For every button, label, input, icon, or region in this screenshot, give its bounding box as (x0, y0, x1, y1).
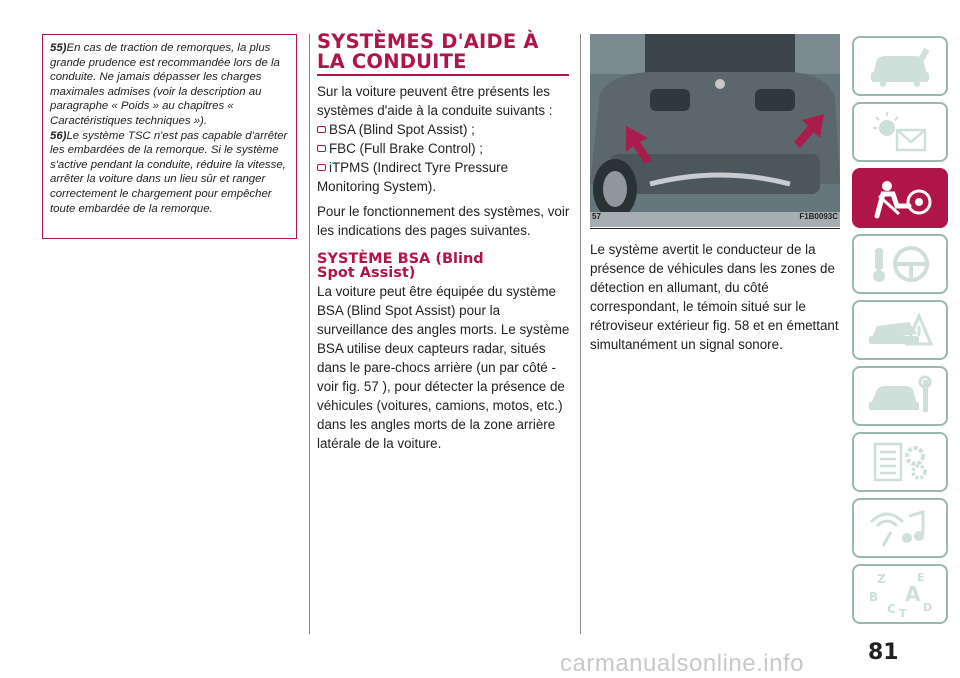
bullet-marker-icon (317, 145, 326, 152)
bullet-marker-icon (317, 164, 326, 171)
key-steering-icon (865, 242, 935, 286)
section-title (317, 32, 572, 72)
subsection-title-line2: Spot Assist) (317, 265, 416, 281)
warning-box (42, 34, 297, 239)
svg-text:Z: Z (877, 572, 886, 586)
warning-56-text: Le système TSC n'est pas capable d'arrêter les embardées de la remorque. Si le système s'active pendant la conduite, réduire la vitesse, arrêter la voiture dans un lieu sûr et ranger correctement le chargement pour empêcher toute embardée de la remorque. (50, 129, 288, 215)
emergency-car-icon (865, 308, 935, 352)
middle-column (317, 32, 572, 453)
svg-text:A: A (905, 582, 921, 606)
tab-emergency[interactable] (852, 300, 948, 360)
tab-multimedia[interactable] (852, 498, 948, 558)
tab-safety[interactable] (852, 168, 948, 228)
svg-text:C: C (887, 602, 896, 616)
right-column (590, 240, 840, 354)
page-number: 81 (868, 640, 899, 665)
tab-starting-driving[interactable] (852, 234, 948, 294)
bullet-text: FBC (Full Brake Control) ; (329, 141, 484, 156)
warning-55-text: En cas de traction de remorques, la plus grande prudence est recommandée lors de la conduite. Ne jamais dépasser les charges maximales admises (voir la description au paragraphe « Poids » au chapitres « Caractéristiques techniques »). (50, 42, 280, 127)
svg-text:T: T (899, 607, 907, 619)
warning-lights-icon (865, 110, 935, 154)
bullet-text: BSA (Blind Spot Assist) ; (329, 122, 475, 137)
car-rear-illustration (590, 34, 840, 227)
figure-caption (590, 210, 840, 226)
technical-data-icon (865, 440, 935, 484)
index-icon (865, 569, 935, 619)
svg-text:E: E (917, 571, 925, 584)
figure-rule (590, 228, 840, 229)
subsection-title-line1: SYSTÈME BSA (Blind (317, 251, 484, 267)
car-maintenance-icon (865, 374, 935, 418)
tab-index[interactable] (852, 564, 948, 624)
figure-code: F1B0093C (799, 212, 838, 221)
tab-technical-data[interactable] (852, 432, 948, 492)
seatbelt-airbag-icon (865, 176, 935, 220)
bsa-description: La voiture peut être équipée du système BSA (Blind Spot Assist) pour la surveillance des angles morts. Le système BSA utilise deux capteurs radar, situés dans le pare-chocs arrière (un par côté - voir fig. 57 ), pour détecter la présence de véhicules (voitures, camions, motos, etc.) dans les angles morts de la zone arrière latérale de la voiture. (317, 284, 570, 451)
warning-55 (50, 41, 290, 129)
bullet-fbc (317, 139, 572, 158)
bullet-bsa (317, 120, 572, 139)
warning-56 (50, 129, 290, 217)
bullet-itpms-continued: Monitoring System). (317, 179, 437, 194)
column-divider-left (309, 34, 310, 634)
warning-56-number: 56) (50, 129, 67, 142)
car-dashboard-icon (865, 44, 935, 88)
column-divider-right (580, 34, 581, 634)
svg-text:B: B (869, 590, 879, 604)
warning-55-number: 55) (50, 42, 67, 54)
multimedia-icon (865, 506, 935, 550)
tab-dashboard[interactable] (852, 36, 948, 96)
intro-paragraph: Sur la voiture peuvent être présents les systèmes d'aide à la conduite suivants : (317, 84, 553, 118)
title-underline (317, 74, 569, 76)
bullet-itpms (317, 158, 572, 177)
svg-text:D: D (923, 601, 933, 614)
figure-57-car-rear-photo (590, 34, 840, 227)
subsection-title (317, 252, 572, 280)
watermark: carmanualsonline.info (560, 650, 804, 677)
bullet-text: iTPMS (Indirect Tyre Pressure (329, 160, 509, 175)
bsa-warning-paragraph: Le système avertit le conducteur de la présence de véhicules dans les zones de détection en allumant, du côté correspondant, le témoin situé sur le rétroviseur extérieur fig. 58 et en émettant simultanément un signal sonore. (590, 242, 839, 352)
figure-number: 57 (592, 212, 601, 221)
bullet-marker-icon (317, 126, 326, 133)
tab-maintenance[interactable] (852, 366, 948, 426)
section-title-line1: SYSTÈMES D'AIDE À (317, 30, 539, 53)
section-title-line2: LA CONDUITE (317, 50, 467, 73)
systems-reference-paragraph: Pour le fonctionnement des systèmes, voir les indications des pages suivantes. (317, 204, 570, 238)
tab-warning-lights[interactable] (852, 102, 948, 162)
